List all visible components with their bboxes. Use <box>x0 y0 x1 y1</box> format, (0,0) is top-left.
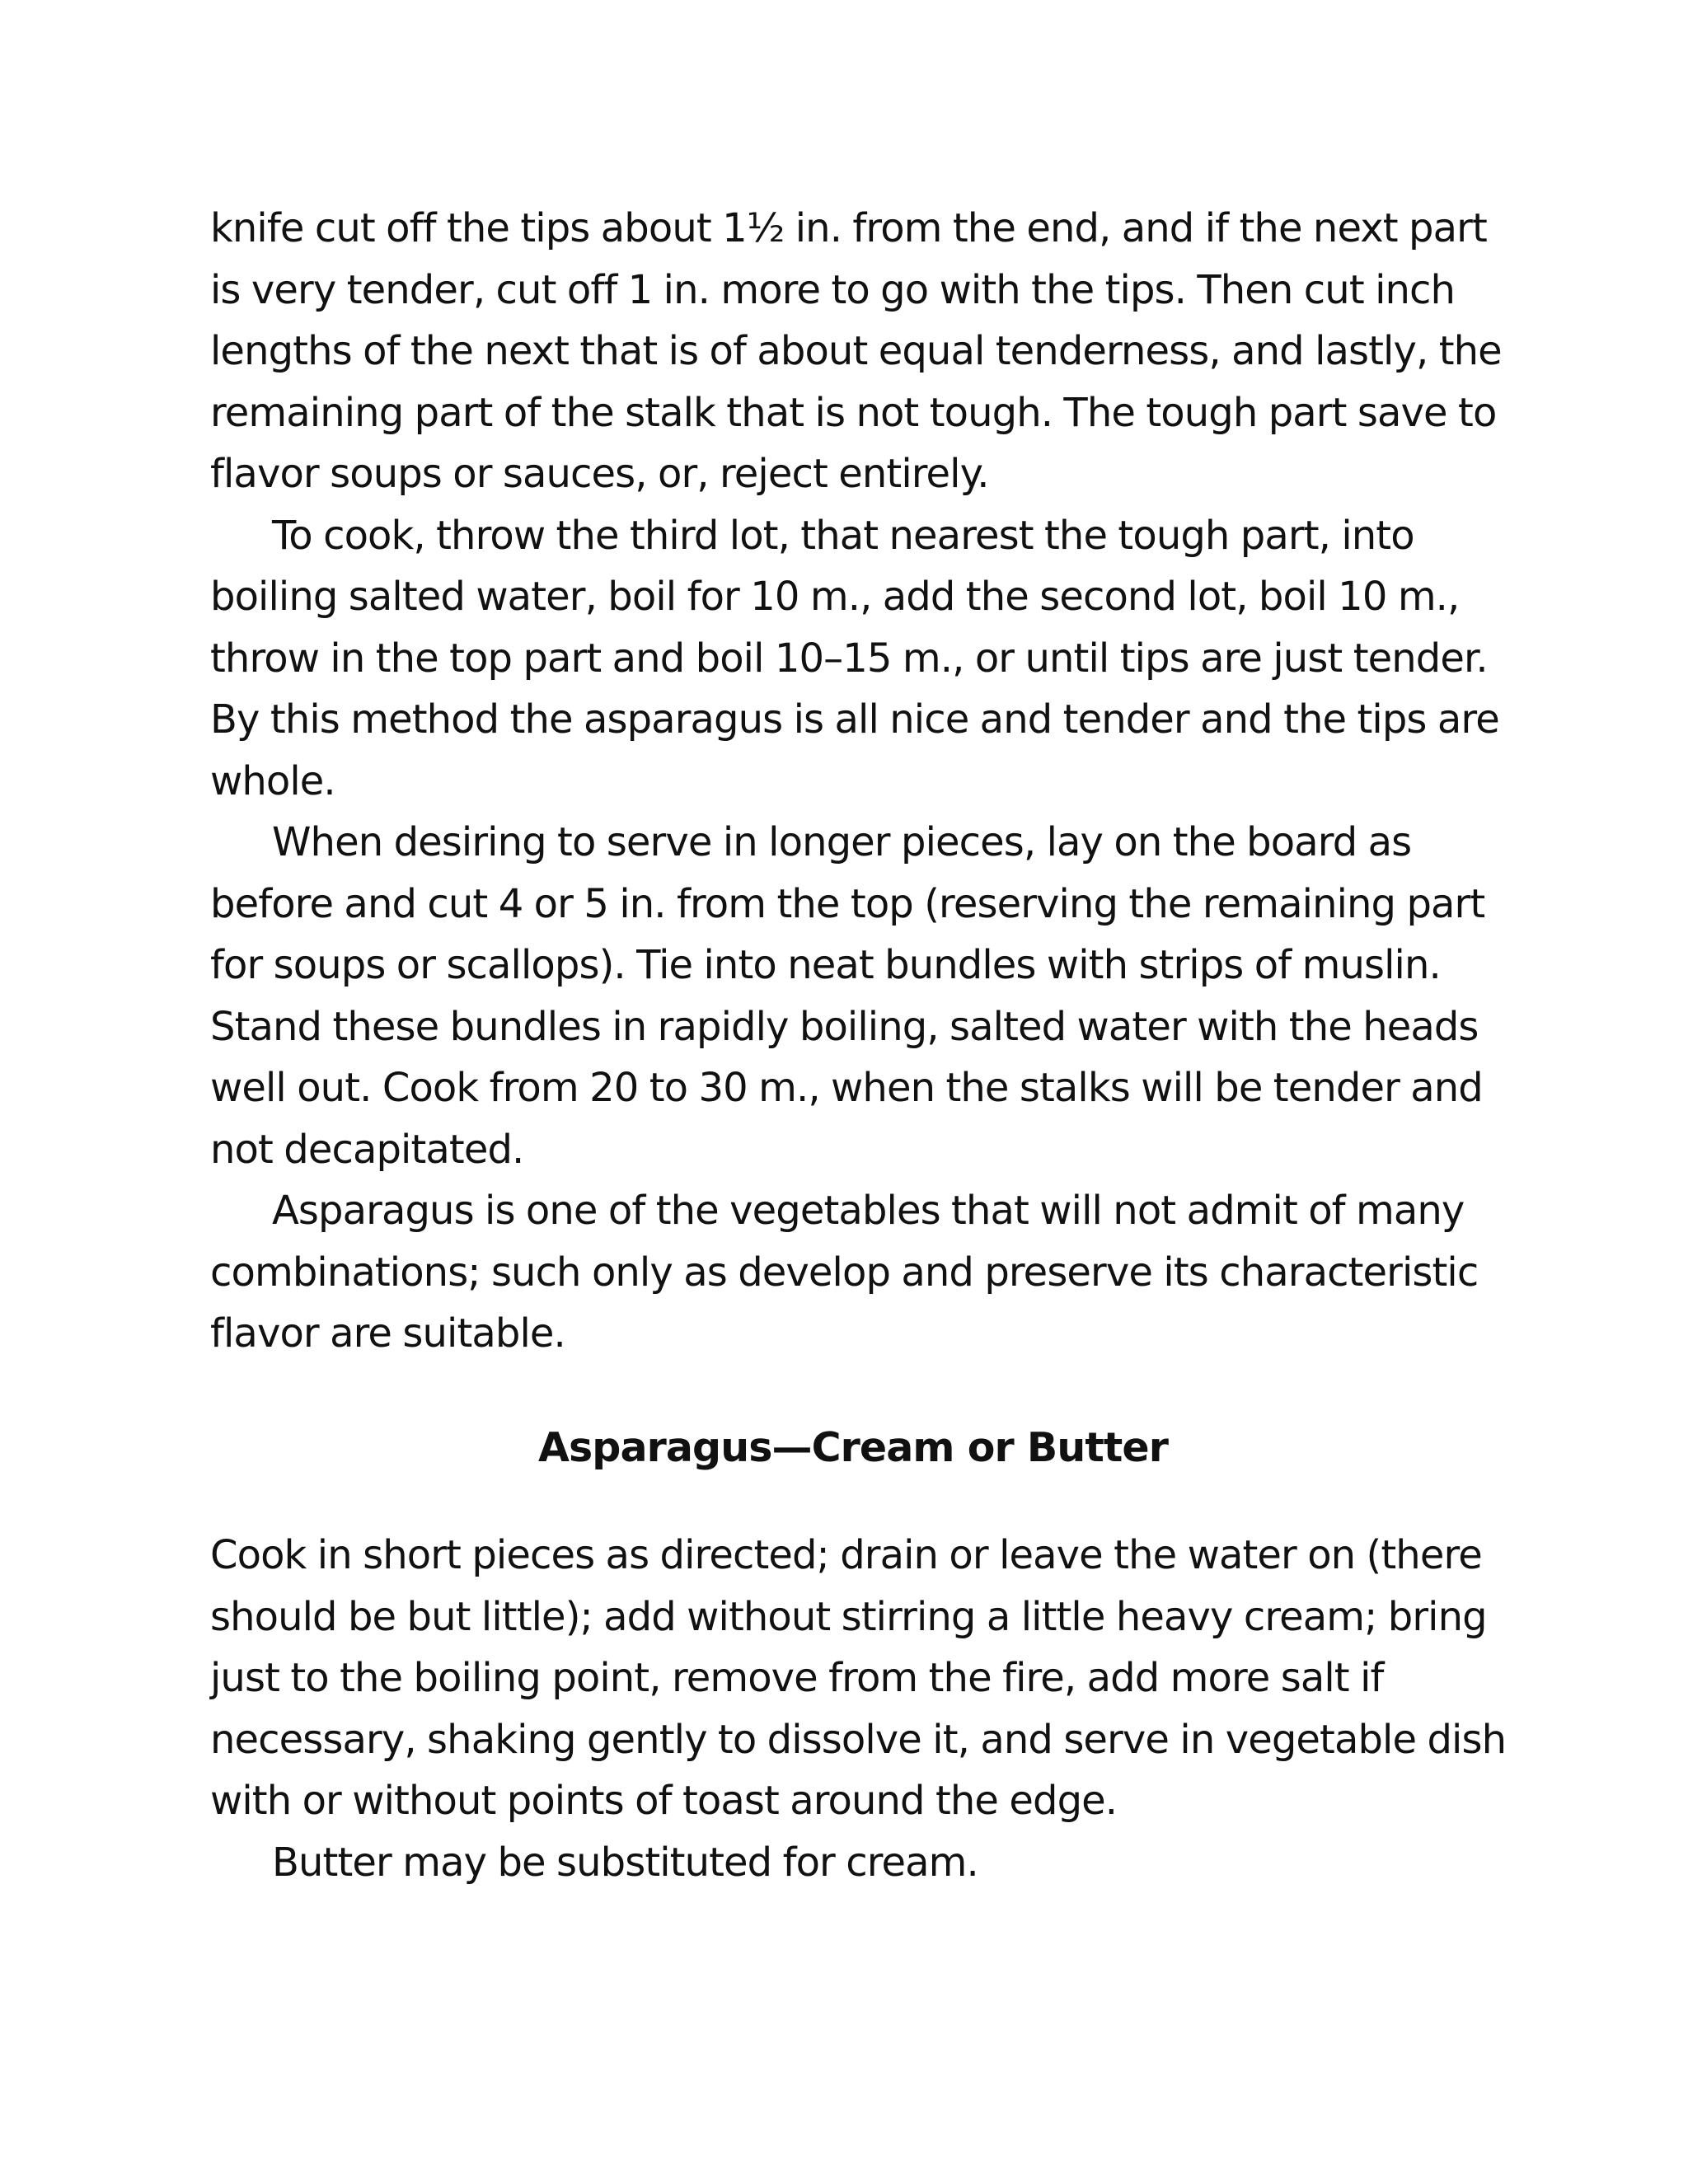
text-line: When desiring to serve in longer pieces, lay on the board as <box>272 819 1412 865</box>
text-line: lengths of the next that is of about equal tenderness, and lastly, the <box>210 328 1502 374</box>
text-line: whole. <box>210 757 335 804</box>
text-line: throw in the top part and boil 10–15 m., or until tips are just tender. <box>210 635 1488 682</box>
text-line: just to the boiling point, remove from the fire, add more salt if <box>210 1655 1384 1701</box>
text-line: remaining part of the stalk that is not tough. The tough part save to <box>210 389 1497 436</box>
text-line: flavor soups or sauces, or, reject entirely. <box>210 451 989 497</box>
text-line: flavor are suitable. <box>210 1310 565 1357</box>
text-line: knife cut off the tips about 1½ in. from the end, and if the next part <box>210 205 1487 251</box>
text-line: Asparagus is one of the vegetables that will not admit of many <box>272 1188 1465 1234</box>
text-line: Stand these bundles in rapidly boiling, salted water with the heads <box>210 1003 1479 1050</box>
text-line: well out. Cook from 20 to 30 m., when the stalks will be tender and <box>210 1065 1483 1111</box>
text-line: Cook in short pieces as directed; drain or leave the water on (there <box>210 1532 1482 1578</box>
text-line: should be but little); add without stirring a little heavy cream; bring <box>210 1593 1487 1640</box>
text-line: before and cut 4 or 5 in. from the top (reserving the remaining part <box>210 880 1485 927</box>
section-body-text <box>210 1525 1507 1893</box>
body-text <box>210 198 1502 1365</box>
text-line: necessary, shaking gently to dissolve it, and serve in vegetable dish <box>210 1716 1507 1763</box>
text-line: for soups or scallops). Tie into neat bundles with strips of muslin. <box>210 942 1441 988</box>
text-line: not decapitated. <box>210 1126 524 1173</box>
text-line: To cook, throw the third lot, that nearest the tough part, into <box>272 512 1414 559</box>
text-line: By this method the asparagus is all nice and tender and the tips are <box>210 696 1499 743</box>
text-line: is very tender, cut off 1 in. more to go with the tips. Then cut inch <box>210 266 1456 313</box>
text-line: with or without points of toast around the edge. <box>210 1778 1118 1824</box>
text-line: boiling salted water, boil for 10 m., add the second lot, boil 10 m., <box>210 574 1460 620</box>
section-heading: Asparagus—Cream or Butter <box>538 1424 1168 1471</box>
text-line: combinations; such only as develop and preserve its characteristic <box>210 1249 1479 1296</box>
text-line: Butter may be substituted for cream. <box>272 1839 978 1886</box>
